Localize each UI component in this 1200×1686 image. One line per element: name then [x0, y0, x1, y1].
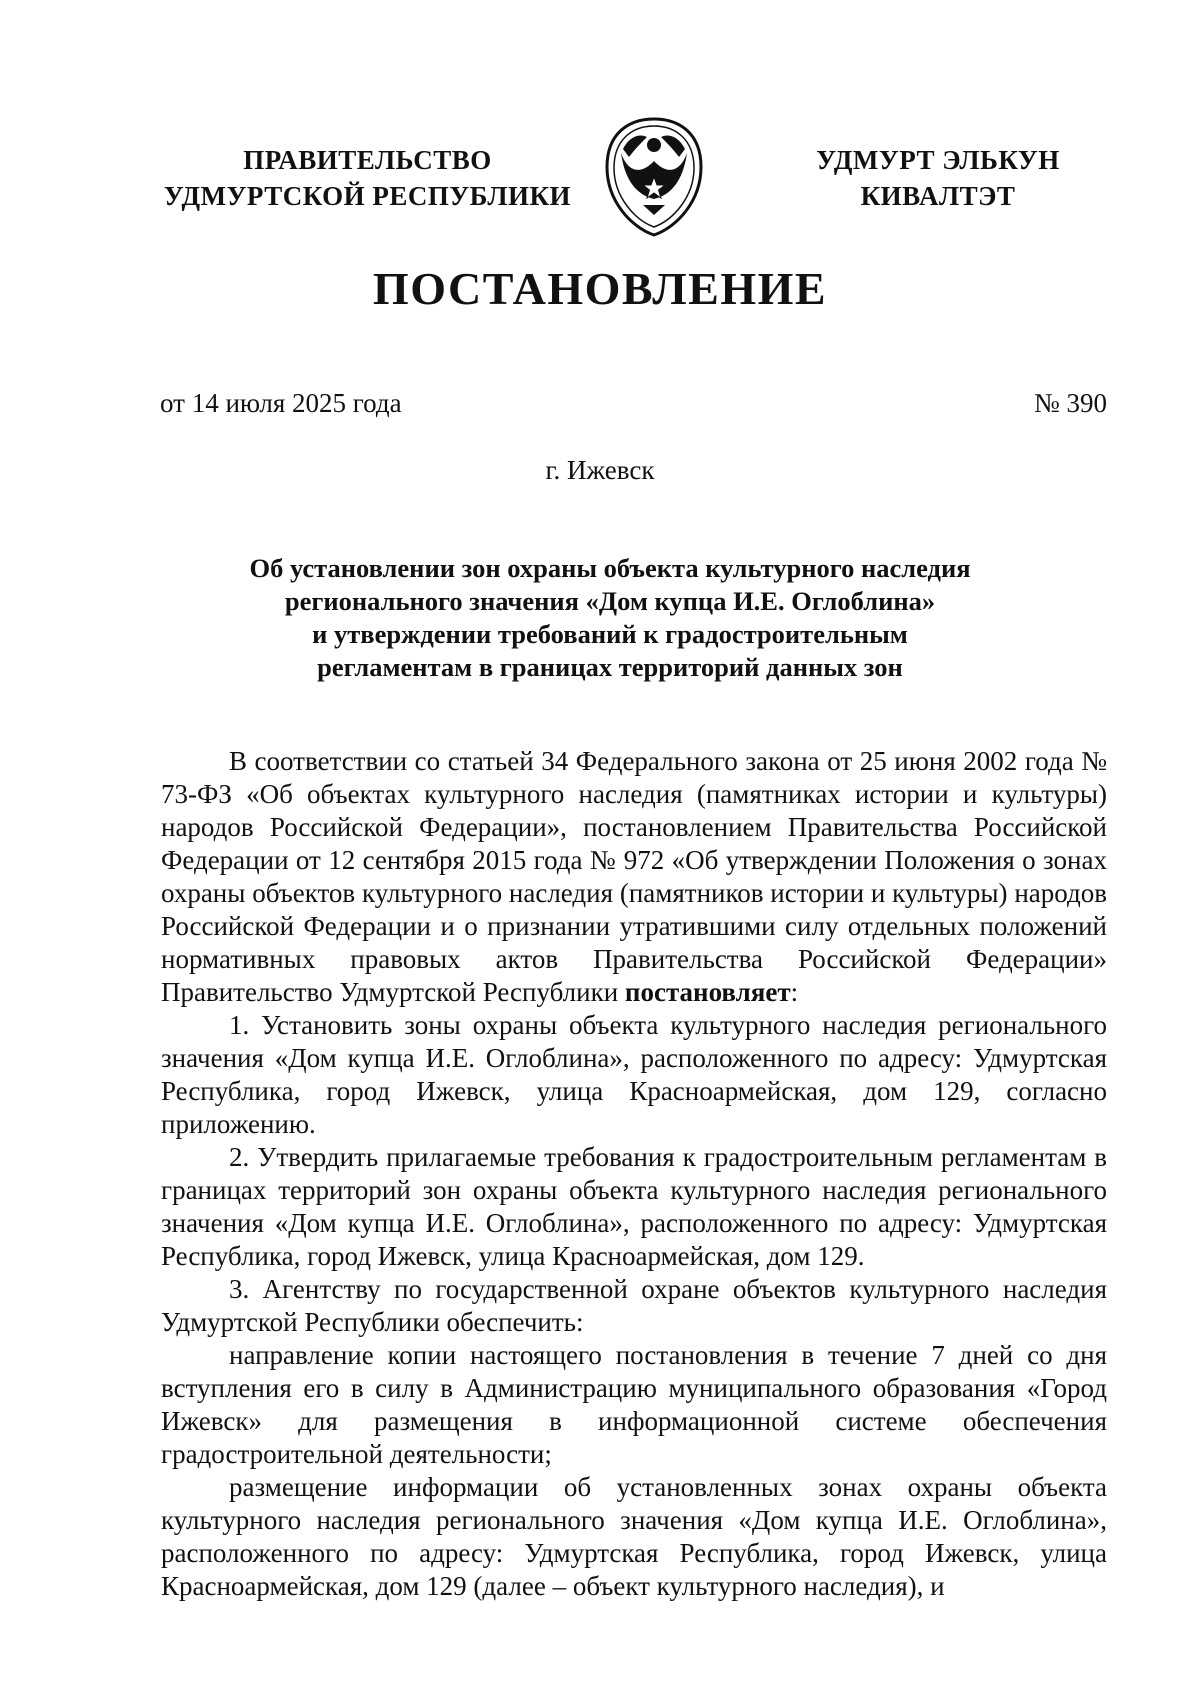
- document-body: [161, 745, 1107, 1603]
- item-2-paragraph: 2. Утвердить прилагаемые требования к градостроительным регламентам в границах территорий зон охраны объекта культурного наследия регионального значения «Дом купца И.Е. Оглоблина», расположенного по адресу: Удмуртская Республика, город Ижевск, улица Красноармейская, дом 129.: [161, 1142, 1107, 1271]
- issuer-line-1: ПРАВИТЕЛЬСТВО: [243, 145, 492, 175]
- item-3-paragraph: 3. Агентству по государственной охране объектов культурного наследия Удмуртской Республики обеспечить:: [161, 1274, 1107, 1337]
- document-type-heading: ПОСТАНОВЛЕНИЕ: [372, 263, 828, 314]
- preamble-decree-word: постановляет: [624, 977, 791, 1007]
- document-title: [150, 552, 1070, 684]
- document-date: от 14 июля 2025 года: [160, 388, 402, 418]
- document-city: г. Ижевск: [545, 455, 655, 485]
- title-line: Об установлении зон охраны объекта культурного наследия: [249, 553, 971, 583]
- title-line: регионального значения «Дом купца И.Е. Оглоблина»: [284, 586, 936, 616]
- issuer-udm-line-2: КИВАЛТЭТ: [860, 181, 1016, 211]
- title-line: регламентам в границах территорий данных зон: [317, 652, 903, 682]
- issuer-name-udmurt: [793, 142, 1083, 214]
- title-line: и утверждении требований к градостроительным: [312, 619, 908, 649]
- item-3-subitem-1: направление копии настоящего постановления в течение 7 дней со дня вступления его в силу в Администрацию муниципального образования «Город Ижевск» для размещения в информационной системе обеспечения градостроительной деятельности;: [161, 1340, 1107, 1469]
- udmurt-coat-of-arms-icon: [599, 115, 709, 239]
- preamble-paragraph: [161, 745, 1107, 1009]
- issuer-udm-line-1: УДМУРТ ЭЛЬКУН: [816, 145, 1060, 175]
- preamble-text: В соответствии со статьей 34 Федерального закона от 25 июня 2002 года № 73-ФЗ «Об объектах культурного наследия (памятниках истории и культуры) народов Российской Федерации», постановлением Правительства Российской Федерации от 12 сентября 2015 года № 972 «Об утверждении Положения о зонах охраны объектов культурного наследия (памятников истории и культуры) народов Российской Федерации и о признании утратившими силу отдельных положений нормативных правовых актов Правительства Российской Федерации» Правительство Удмуртской Республики: [161, 746, 1107, 1007]
- issuer-name-russian: [150, 142, 585, 214]
- item-1-paragraph: 1. Установить зоны охраны объекта культурного наследия регионального значения «Дом купца И.Е. Оглоблина», расположенного по адресу: Удмуртская Республика, город Ижевск, улица Красноармейская, дом 129, согласно приложению.: [161, 1010, 1107, 1139]
- document-number: № 390: [1033, 388, 1107, 418]
- issuer-line-2: УДМУРТСКОЙ РЕСПУБЛИКИ: [163, 181, 572, 211]
- preamble-colon: :: [790, 977, 799, 1007]
- item-3-subitem-2: размещение информации об установленных зонах охраны объекта культурного наследия регионального значения «Дом купца И.Е. Оглоблина», расположенного по адресу: Удмуртская Республика, город Ижевск, улица Красноармейская, дом 129 (далее – объект культурного наследия), и: [161, 1472, 1107, 1601]
